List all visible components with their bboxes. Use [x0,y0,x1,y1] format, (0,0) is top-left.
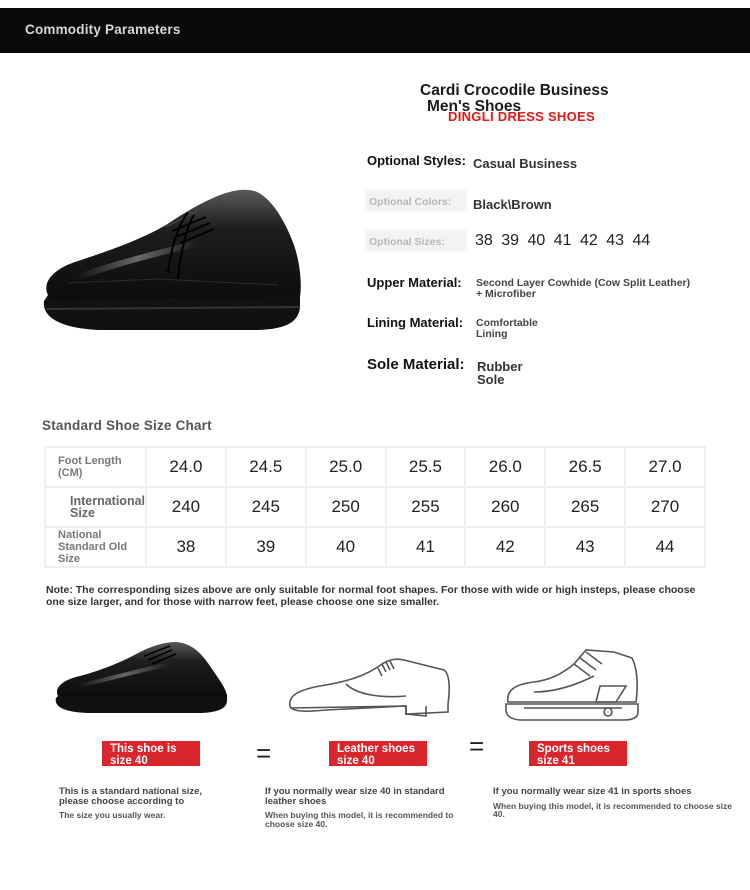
equals-sign-1: = [256,738,272,768]
param-label-sole: Sole Material: [367,356,465,373]
table-cell: 240 [146,487,226,527]
size-chart-table [44,446,706,568]
badge-this-shoe: This shoe is size 40 [102,741,200,766]
table-cell: 43 [545,527,625,567]
table-cell: 25.5 [386,447,466,487]
table-cell: 41 [386,527,466,567]
leather-shoe-outline-image [286,656,452,720]
table-cell: 39 [226,527,306,567]
table-cell: 38 [146,527,226,567]
caption-sports-shoes [493,787,733,819]
param-label-styles: Optional Styles: [367,153,466,168]
param-value-sizes: 38 39 40 41 42 43 44 [475,232,651,249]
sports-shoe-outline-image [504,646,640,724]
table-cell: 25.0 [306,447,386,487]
table-cell: 255 [386,487,466,527]
table-row [45,447,705,487]
table-cell: 270 [625,487,705,527]
param-value-colors: Black\Brown [473,197,552,212]
table-cell: 265 [545,487,625,527]
param-label-colors: Optional Colors: [369,196,452,208]
table-row [45,527,705,567]
caption-main: If you normally wear size 41 in sports shoes [493,786,692,797]
param-value-styles: Casual Business [473,156,578,171]
brand-name: DINGLI DRESS SHOES [448,109,595,124]
row-header-foot-length: Foot Length (CM) [45,447,146,487]
caption-sub: When buying this model, it is recommended to choose size 40. [493,800,732,819]
badge-sports-shoes: Sports shoes size 41 [529,741,627,766]
size-note: Note: The corresponding sizes above are only suitable for normal foot shapes. For those with wide or high insteps, please choose one size larger, and for those with narrow feet, please choose one size smaller. [46,584,696,608]
caption-main: This is a standard national size, please choose according to [59,786,203,807]
hero-shoe-image [38,183,306,343]
table-cell: 27.0 [625,447,705,487]
caption-leather-shoes [265,787,465,828]
caption-sub: When buying this model, it is recommended to choose size 40. [265,810,454,829]
size-chart-title: Standard Shoe Size Chart [42,418,212,433]
table-cell: 24.0 [146,447,226,487]
table-cell: 26.5 [545,447,625,487]
badge-leather-shoes: Leather shoes size 40 [329,741,427,766]
param-label-lining: Lining Material: [367,315,464,330]
caption-main: If you normally wear size 40 in standard leather shoes [265,786,445,807]
table-cell: 44 [625,527,705,567]
product-title-line2: Men's Shoes [427,98,522,115]
this-shoe-image [52,640,230,718]
table-cell: 40 [306,527,386,567]
header-bar [0,8,750,53]
table-row [45,487,705,527]
row-header-international-size: International Size [45,487,146,527]
table-cell: 250 [306,487,386,527]
caption-this-shoe [59,787,229,820]
param-label-upper: Upper Material: [367,275,462,290]
param-value-upper: Second Layer Cowhide (Cow Split Leather) + Microfiber [476,277,691,300]
equals-sign-2: = [469,731,485,761]
caption-sub: The size you usually wear. [59,810,166,820]
row-header-national-size: National Standard Old Size [45,527,146,567]
table-cell: 260 [465,487,545,527]
table-cell: 26.0 [465,447,545,487]
param-value-sole: Rubber Sole [477,359,523,387]
header-title: Commodity Parameters [25,22,181,37]
table-cell: 245 [226,487,306,527]
table-cell: 24.5 [226,447,306,487]
param-value-lining: Comfortable Lining [476,317,538,340]
table-cell: 42 [465,527,545,567]
product-title-line1: Cardi Crocodile Business [420,82,609,99]
param-label-sizes: Optional Sizes: [369,236,445,248]
